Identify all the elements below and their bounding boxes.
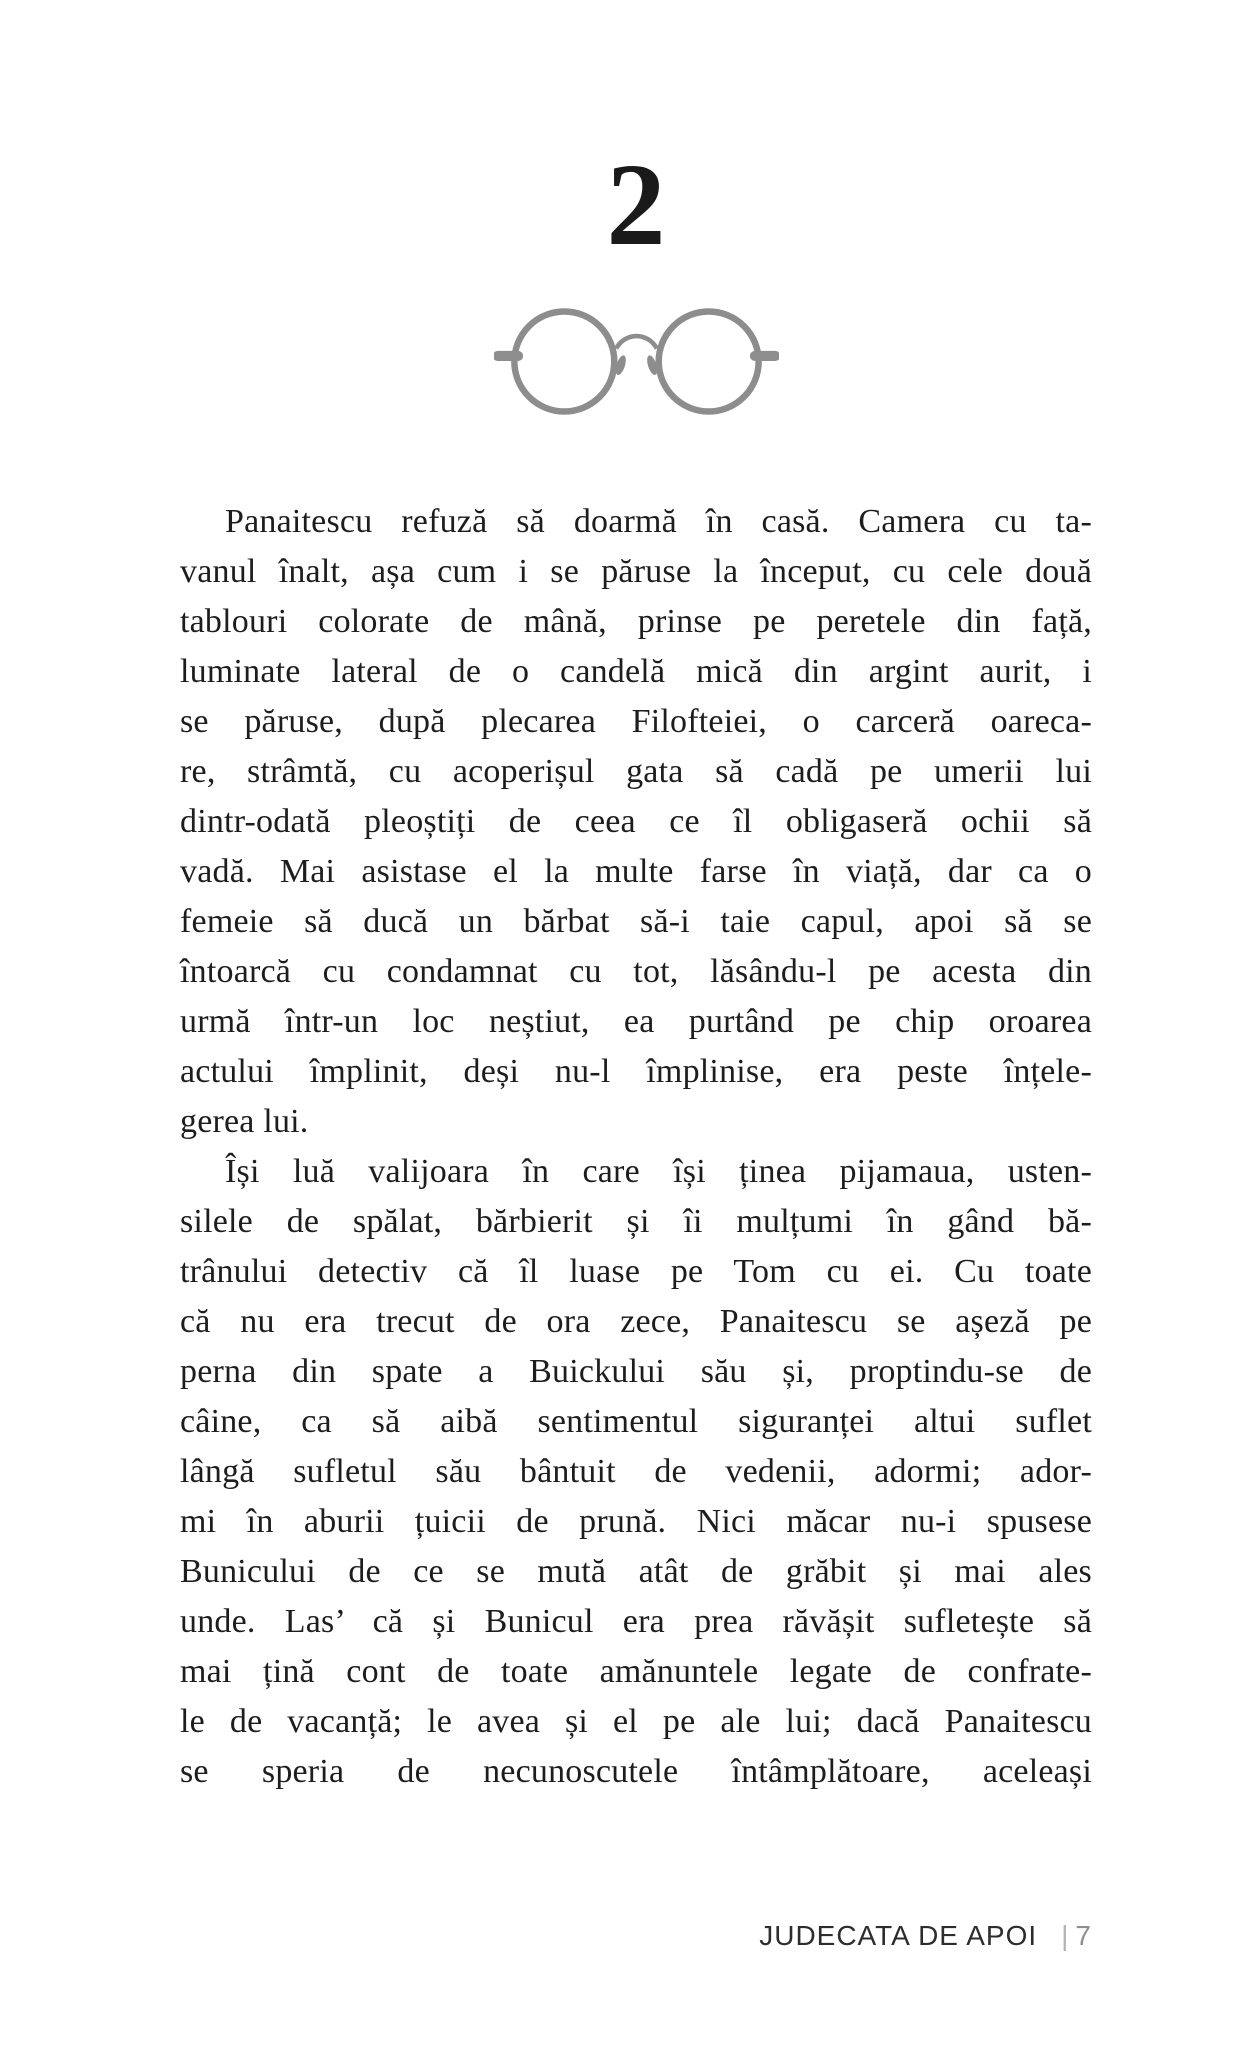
text-line: trânului detectiv că îl luase pe Tom cu ei. Cu toate [180,1253,1092,1290]
text-line: le de vacanță; le avea și el pe ale lui; dacă Panaitescu [180,1703,1092,1740]
glasses-icon-svg [494,304,779,419]
page-footer [180,1920,1092,1952]
glasses-icon [180,304,1092,428]
text-line: silele de spălat, bărbierit și îi mulțumi în gând bă- [180,1203,1092,1240]
text-line: întoarcă cu condamnat cu tot, lăsându-l pe acesta din [180,953,1092,990]
text-line: Își luă valijoara în care își ținea pijamaua, usten- [225,1153,1092,1190]
text-line: re, strâmtă, cu acoperișul gata să cadă pe umerii lui [180,753,1092,790]
text-line: vanul înalt, așa cum i se păruse la început, cu cele două [180,553,1092,590]
text-line: mi în aburii țuicii de prună. Nici măcar nu-i spusese [180,1503,1092,1540]
text-line: mai țină cont de toate amănuntele legate de confrate- [180,1653,1092,1690]
text-line: perna din spate a Buickului său și, proptindu-se de [180,1353,1092,1390]
text-line: luminate lateral de o candelă mică din argint aurit, i [180,653,1092,690]
text-block [180,497,1092,1797]
text-line: gerea lui. [180,1103,309,1140]
text-line: urmă într-un loc neștiut, ea purtând pe chip oroarea [180,1003,1092,1040]
page-number: 7 [1075,1920,1092,1951]
text-line: actului împlinit, deși nu-l împlinise, era peste înțele- [180,1053,1092,1090]
text-line: lângă sufletul său bântuit de vedenii, adormi; ador- [180,1453,1092,1490]
text-line: dintr-odată pleoștiți de ceea ce îl obligaseră ochii să [180,803,1092,840]
text-line: câine, ca să aibă sentimentul siguranței altui suflet [180,1403,1092,1440]
chapter-number: 2 [606,139,666,270]
text-line: se speria de necunoscutele întâmplătoare, aceleași [180,1753,1092,1790]
text-line: unde. Las’ că și Bunicul era prea răvășit sufletește să [180,1603,1092,1640]
text-line: Bunicului de ce se mută atât de grăbit și mai ales [180,1553,1092,1590]
text-line: se păruse, după plecarea Filofteiei, o carceră oareca- [180,703,1092,740]
text-line: că nu era trecut de ora zece, Panaitescu se așeză pe [180,1303,1092,1340]
footer-separator: | [1061,1920,1070,1951]
text-line: Panaitescu refuză să doarmă în casă. Camera cu ta- [225,503,1092,540]
text-line: femeie să ducă un bărbat să-i taie capul, apoi să se [180,903,1092,940]
running-book-title: JUDECATA DE APOI [759,1920,1038,1951]
text-line: tablouri colorate de mână, prinse pe peretele din față, [180,603,1092,640]
text-line: vadă. Mai asistase el la multe farse în viață, dar ca o [180,853,1092,890]
